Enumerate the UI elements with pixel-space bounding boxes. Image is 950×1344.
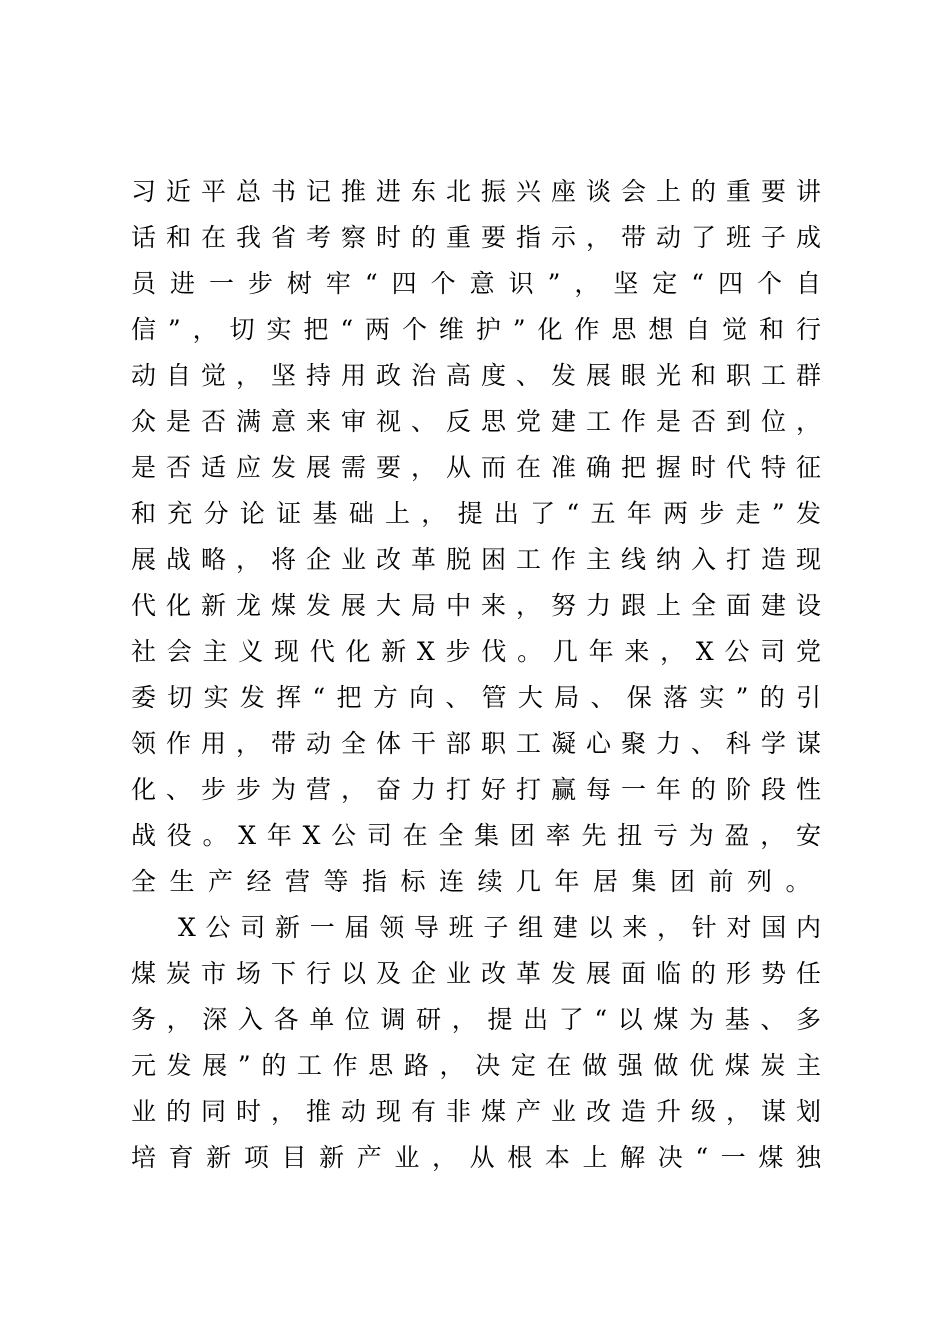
text-line: X公司新一届领导班子组建以来，针对国内 bbox=[178, 913, 821, 942]
text-line: 话和在我省考察时的重要指示，带动了班子成 bbox=[131, 223, 821, 252]
text-line: 代化新龙煤发展大局中来，努力跟上全面建设 bbox=[131, 591, 821, 620]
text-line: 众是否满意来审视、反思党建工作是否到位， bbox=[131, 407, 821, 436]
text-line: 是否适应发展需要，从而在准确把握时代特征 bbox=[131, 453, 821, 482]
text-line: 业的同时，推动现有非煤产业改造升级，谋划 bbox=[131, 1097, 821, 1126]
text-line: 动自觉，坚持用政治高度、发展眼光和职工群 bbox=[131, 361, 821, 390]
text-line: 社会主义现代化新X步伐。几年来，X公司党 bbox=[131, 637, 821, 666]
text-line: 战役。X年X公司在全集团率先扭亏为盈，安 bbox=[131, 821, 821, 850]
text-line: 展战略，将企业改革脱困工作主线纳入打造现 bbox=[131, 545, 821, 574]
text-line: 培育新项目新产业，从根本上解决“一煤独 bbox=[131, 1143, 821, 1172]
text-line: 化、步步为营，奋力打好打赢每一年的阶段性 bbox=[131, 775, 821, 804]
text-line: 员进一步树牢“四个意识”，坚定“四个自 bbox=[131, 269, 821, 298]
text-line: 领作用，带动全体干部职工凝心聚力、科学谋 bbox=[131, 729, 821, 758]
text-line: 信”，切实把“两个维护”化作思想自觉和行 bbox=[131, 315, 821, 344]
text-line: 习近平总书记推进东北振兴座谈会上的重要讲 bbox=[131, 177, 821, 206]
text-line: 和充分论证基础上，提出了“五年两步走”发 bbox=[131, 499, 821, 528]
text-line: 务，深入各单位调研，提出了“以煤为基、多 bbox=[131, 1005, 821, 1034]
text-line: 委切实发挥“把方向、管大局、保落实”的引 bbox=[131, 683, 821, 712]
text-line: 煤炭市场下行以及企业改革发展面临的形势任 bbox=[131, 959, 821, 988]
text-line: 元发展”的工作思路，决定在做强做优煤炭主 bbox=[131, 1051, 821, 1080]
text-line: 全生产经营等指标连续几年居集团前列。 bbox=[131, 867, 825, 896]
